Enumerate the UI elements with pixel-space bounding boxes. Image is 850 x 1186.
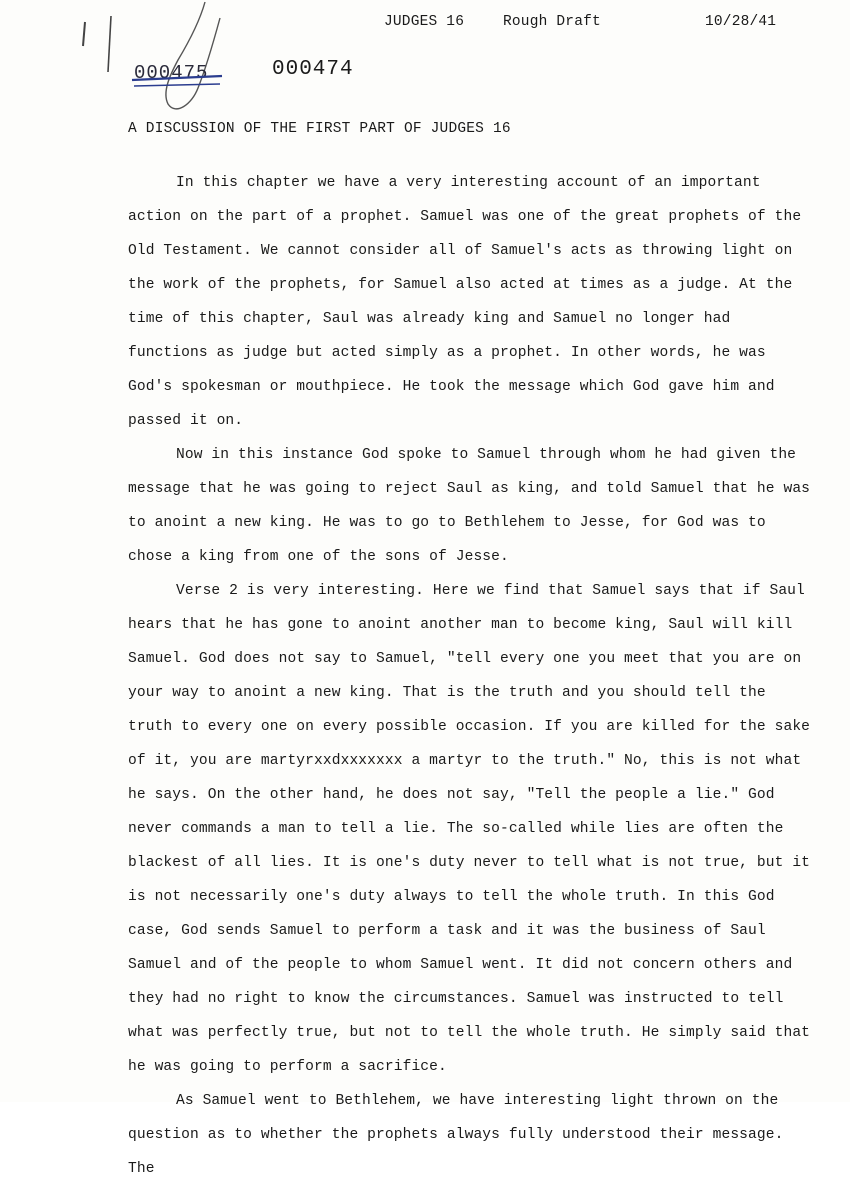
margin-mark <box>83 22 85 46</box>
header-status: Rough Draft <box>503 14 601 30</box>
paragraph: In this chapter we have a very interesting account of an important action on the part of a prophet. Samuel was one of the great prophets of the Old Testament. We cannot consider all of Samuel's acts as throwing light on the work of the prophets, for Samuel also acted at times as a judge. At the time of this chapter, Saul was already king and Samuel no longer had functions as judge but acted simply as a prophet. In other words, he was God's spokesman or mouthpiece. He took the message which God gave him and passed it on. <box>128 175 802 429</box>
page-title: A DISCUSSION OF THE FIRST PART OF JUDGES 16 <box>128 121 511 137</box>
struck-document-number: 000475 <box>134 62 209 84</box>
paragraph: Verse 2 is very interesting. Here we find that Samuel says that if Saul hears that he has gone to anoint another man to become king, Saul will kill Samuel. God does not say to Samuel, "tell every one you meet that you are on your way to anoint a new king. That is the truth and you should tell the truth to every one on every possible occasion. If you are killed for the sake of it, you are martyrxxdxxxxxxx a martyr to the truth." No, this is not what he says. On the other hand, he does not say, "Tell the people a lie." God never commands a man to tell a lie. The so-called while lies are often the blackest of all lies. It is one's duty never to tell what is not true, but it is not necessarily one's duty always to tell the whole truth. In this God case, God sends Samuel to perform a task and it was the business of Saul Samuel and of the people to whom Samuel went. It did not concern others and they had no right to know the circumstances. Samuel was instructed to tell what was perfectly true, but not to tell the whole truth. He simply said that he was going to perform a sacrifice. <box>128 583 811 1075</box>
header-date: 10/28/41 <box>705 14 777 30</box>
body-text <box>128 166 818 1186</box>
strikethrough-icon <box>130 56 230 100</box>
document-number: 000474 <box>272 58 354 81</box>
paragraph: Now in this instance God spoke to Samuel through whom he had given the message that he was going to reject Saul as king, and told Samuel that he was to anoint a new king. He was to go to Bethlehem to Jesse, for God was to chose a king from one of the sons of Jesse. <box>128 447 811 565</box>
margin-mark <box>108 16 111 72</box>
header-book: JUDGES 16 <box>384 14 465 30</box>
paragraph: As Samuel went to Bethlehem, we have interesting light thrown on the question as to whether the prophets always fully understood their message. The <box>128 1093 784 1177</box>
